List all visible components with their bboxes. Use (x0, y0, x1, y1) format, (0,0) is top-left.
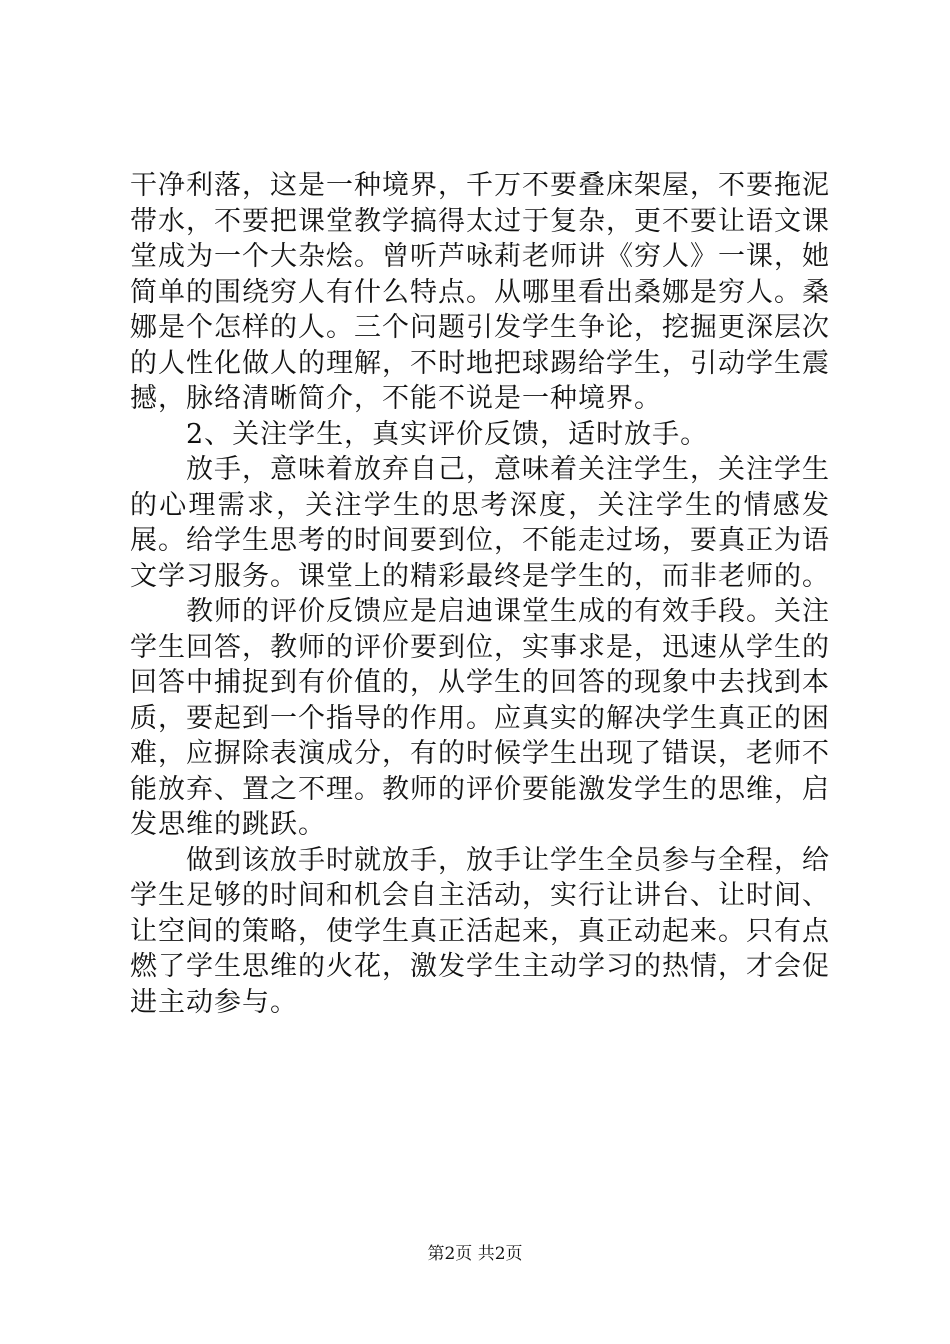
paragraph-continuation: 干净利落，这是一种境界，千万不要叠床架屋，不要拖泥带水，不要把课堂教学搞得太过于复杂，更不要让语文课堂成为一个大杂烩。曾听芦咏莉老师讲《穷人》一课，她简单的围绕穷人有什么特点。从哪里看出桑娜是穷人。桑娜是个怎样的人。三个问题引发学生争论，挖掘更深层次的人性化做人的理解，不时地把球踢给学生，引动学生震撼，脉络清晰简介，不能不说是一种境界。 (130, 170, 830, 414)
section-heading: 2、关注学生，真实评价反馈，适时放手。 (186, 418, 709, 450)
document-body (130, 168, 830, 1020)
paragraph: 放手，意味着放弃自己，意味着关注学生，关注学生的心理需求，关注学生的思考深度，关注学生的情感发展。给学生思考的时间要到位，不能走过场，要真正为语文学习服务。课堂上的精彩最终是学生的，而非老师的。 (130, 454, 830, 592)
paragraph: 做到该放手时就放手，放手让学生全员参与全程，给学生足够的时间和机会自主活动，实行让讲台、让时间、让空间的策略，使学生真正活起来，真正动起来。只有点燃了学生思维的火花，激发学生主动学习的热情，才会促进主动参与。 (130, 844, 830, 1018)
paragraph: 教师的评价反馈应是启迪课堂生成的有效手段。关注学生回答，教师的评价要到位，实事求是，迅速从学生的回答中捕捉到有价值的，从学生的回答的现象中去找到本质，要起到一个指导的作用。应真实的解决学生真正的困难，应摒除表演成分，有的时候学生出现了错误，老师不能放弃、置之不理。教师的评价要能激发学生的思维，启发思维的跳跃。 (130, 596, 830, 840)
page-footer: 第2页 共2页 (427, 1244, 523, 1264)
